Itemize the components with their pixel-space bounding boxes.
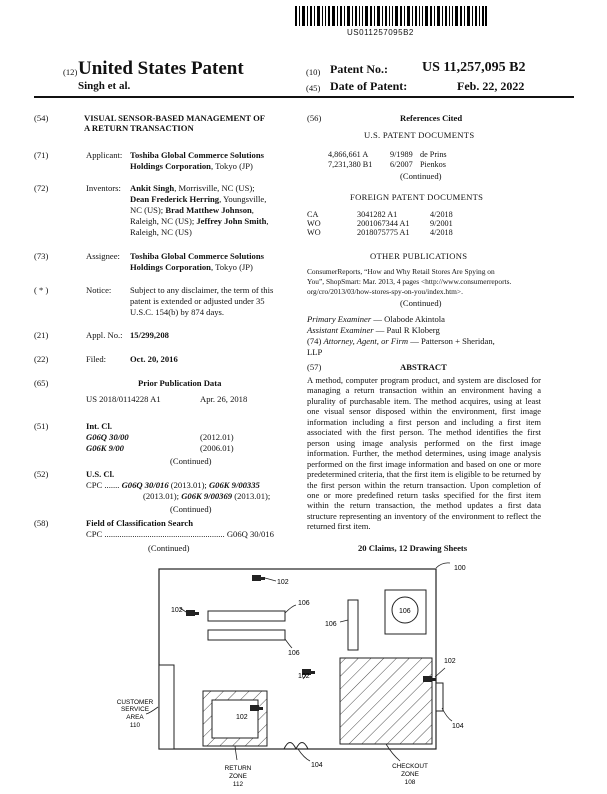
int-cl-1-year: (2012.01) <box>200 432 234 442</box>
foreign-doc-2-no: 2001067344 A1 <box>357 219 410 228</box>
return-zone-label-2: ZONE <box>229 773 247 780</box>
ref-102-left: 102 <box>171 607 183 614</box>
inventor-4-comma: , <box>266 216 269 226</box>
notice-line2: patent is extended or adjusted under 35 <box>130 296 265 306</box>
us-cl-year-1: (2013.01); <box>168 480 209 490</box>
inventor-4-loc: Raleigh, NC (US) <box>130 227 192 237</box>
other-pub-line2: You”, ShopSmart: Mar. 2013, 4 pages <http://www.consumerreports. <box>307 277 512 286</box>
us-docs-heading: U.S. PATENT DOCUMENTS <box>364 130 475 140</box>
door-right <box>296 743 308 750</box>
us-cl-heading: U.S. Cl. <box>86 469 115 479</box>
inventor-2-state: NC (US); <box>130 205 166 215</box>
inventor-3-loc: Raleigh, NC (US); <box>130 216 197 226</box>
inventors-label: Inventors: <box>86 183 121 193</box>
us-cl-code-1: G06Q 30/016 <box>121 480 169 490</box>
field-search-heading: Field of Classification Search <box>86 518 194 528</box>
notice-line1: Subject to any disclaimer, the term of this <box>130 285 274 295</box>
drawing-figure <box>0 558 607 794</box>
us-cl-code-3: G06K 9/00369 <box>181 491 233 501</box>
code-71: (71) <box>34 150 49 160</box>
applicant-label: Applicant: <box>86 150 123 160</box>
prior-pub-date: Apr. 26, 2018 <box>200 394 248 404</box>
customer-service-label-3: AREA <box>126 714 144 721</box>
code-52: (52) <box>34 469 49 479</box>
header-rule <box>34 96 574 98</box>
code-22: (22) <box>34 354 49 364</box>
attorney-name: — Patterson + Sheridan, <box>408 336 495 346</box>
assignee-line2: Holdings Corporation <box>130 262 211 272</box>
ref-102-return: 102 <box>236 714 248 721</box>
code-notice: ( * ) <box>34 285 49 295</box>
prior-pub-heading: Prior Publication Data <box>138 378 222 388</box>
date-of-patent-label: Date of Patent: <box>330 79 408 93</box>
foreign-docs-heading: FOREIGN PATENT DOCUMENTS <box>350 192 484 202</box>
inventor-3-name: Brad Matthew Johnson <box>165 205 252 215</box>
notice-line3: U.S.C. 154(b) by 874 days. <box>130 307 225 317</box>
patent-country-title: United States Patent <box>78 58 244 79</box>
service-counter <box>159 665 174 749</box>
code-12: (12) <box>63 67 78 77</box>
ref-106-mid: 106 <box>325 621 337 628</box>
code-51: (51) <box>34 421 49 431</box>
assignee-line1: Toshiba Global Commerce Solutions <box>130 251 264 261</box>
code-65: (65) <box>34 378 49 388</box>
customer-service-label-1: CUSTOMER <box>116 699 154 706</box>
shelf-3 <box>348 600 358 650</box>
ref-104-right: 104 <box>452 723 464 730</box>
checkout-zone-label-2: ZONE <box>401 771 419 778</box>
code-74: (74) <box>307 336 324 346</box>
checkout-zone-label-1: CHECKOUT <box>392 763 428 770</box>
notice-label: Notice: <box>86 285 112 295</box>
attorney-name-line2: LLP <box>307 347 323 357</box>
inventor-2-name: Dean Frederick Herring <box>130 194 220 204</box>
inventor-1-loc: , Morrisville, NC (US); <box>174 183 255 193</box>
date-of-patent: Feb. 22, 2022 <box>457 79 525 93</box>
camera-icon <box>186 610 199 616</box>
inventor-3-comma: , <box>251 205 254 215</box>
return-zone-label-1: RETURN <box>224 765 252 772</box>
us-doc-2-date: 6/2007 <box>390 160 413 169</box>
code-72: (72) <box>34 183 49 193</box>
shelf-2 <box>208 630 285 640</box>
us-doc-2-no: 7,231,380 B1 <box>328 160 373 169</box>
us-cl-year-3: (2013.01); <box>232 491 271 501</box>
ref-104-bottom: 104 <box>311 762 323 769</box>
exit-door <box>436 683 443 711</box>
ref-106-bottom: 106 <box>288 650 300 657</box>
attorney-label: Attorney, Agent, or Firm <box>323 336 409 346</box>
primary-examiner-label: Primary Examiner <box>307 314 372 324</box>
ref-106-display: 106 <box>399 608 411 615</box>
checkout-zone-area <box>340 658 432 744</box>
applicant-line2: Holdings Corporation <box>130 161 211 171</box>
foreign-doc-1-date: 4/2018 <box>430 210 453 219</box>
foreign-doc-1-no: 3041282 A1 <box>357 210 398 219</box>
us-doc-2-name: Pienkos <box>420 160 446 169</box>
field-search-cpc: CPC ........................................................ G06Q 30/016 <box>86 529 274 539</box>
code-56: (56) <box>307 113 322 123</box>
prior-pub-number: US 2018/0114228 A1 <box>86 394 161 404</box>
foreign-doc-3-cc: WO <box>307 228 321 237</box>
assignee-label: Assignee: <box>86 251 120 261</box>
code-10: (10) <box>306 67 321 77</box>
patent-number: US 11,257,095 B2 <box>422 60 526 75</box>
filed-label: Filed: <box>86 354 107 364</box>
foreign-doc-3-no: 2018075775 A1 <box>357 228 410 237</box>
code-21: (21) <box>34 330 49 340</box>
us-cl-cpc: CPC ....... <box>86 480 120 490</box>
foreign-doc-2-cc: WO <box>307 219 321 228</box>
field-search-continued: (Continued) <box>148 543 190 553</box>
shelf-1 <box>208 611 285 621</box>
code-45: (45) <box>306 83 321 93</box>
return-zone-label-3: 112 <box>232 781 244 788</box>
code-57: (57) <box>307 362 322 372</box>
us-cl-continued: (Continued) <box>170 504 212 514</box>
appl-no-value: 15/299,208 <box>130 330 169 340</box>
other-pub-line1: ConsumerReports, “How and Why Retail Stores Are Spying on <box>307 267 495 276</box>
other-pubs-heading: OTHER PUBLICATIONS <box>370 251 468 261</box>
code-54: (54) <box>34 113 49 123</box>
camera-icon <box>423 676 436 682</box>
abstract-text: A method, computer program product, and system are disclosed for managing a return transaction within an environment having a plurality of purchasable item. The method acquires, using at least one visual sensor disposed within the environment, first image information including a first person and including a first item associated with the first person. The method identifies the first person using image analysis performed on the first image information. Further, the method determines, using image analysis performed on the first image information and based on one or more predetermined criteria, that the first item is eligible to be returned by the first person within the return transaction. Upon completion of one or more predefined return tasks specified for the first item within the return transaction, the method updates a first data structure representing an inventory of the environment to reflect the returned first item. <box>307 375 541 532</box>
customer-service-label-2: SERVICE <box>121 706 149 713</box>
int-cl-2-year: (2006.01) <box>200 443 234 453</box>
applicant-line1: Toshiba Global Commerce Solutions <box>130 150 264 160</box>
ref-102-right: 102 <box>444 658 456 665</box>
ref-102-center: 102 <box>298 673 310 680</box>
inventor-1-name: Ankit Singh <box>130 183 175 193</box>
invention-title-line1: VISUAL SENSOR-BASED MANAGEMENT OF <box>84 113 266 123</box>
references-heading: References Cited <box>400 113 463 123</box>
ref-106-top: 106 <box>298 600 310 607</box>
inventor-4-name: Jeffrey John Smith <box>196 216 267 226</box>
foreign-doc-2-date: 9/2001 <box>430 219 453 228</box>
invention-title-line2: A RETURN TRANSACTION <box>84 123 194 133</box>
barcode-number: US011257095B2 <box>347 28 414 37</box>
us-cl-year-2: (2013.01); <box>143 491 182 501</box>
assistant-examiner-name: — Paul R Kloberg <box>373 325 440 335</box>
us-doc-1-name: de Prins <box>420 150 447 159</box>
inventors-short: Singh et al. <box>78 80 131 92</box>
camera-icon <box>252 575 265 581</box>
int-cl-2: G06K 9/00 <box>86 443 124 453</box>
assistant-examiner-label: Assistant Examiner <box>307 325 374 335</box>
us-docs-continued: (Continued) <box>400 171 442 181</box>
other-pubs-continued: (Continued) <box>400 298 442 308</box>
applicant-location: , Tokyo (JP) <box>210 161 253 171</box>
us-doc-1-no: 4,866,661 A <box>328 150 369 159</box>
door-left <box>284 743 296 750</box>
foreign-doc-3-date: 4/2018 <box>430 228 453 237</box>
abstract-heading: ABSTRACT <box>400 362 447 372</box>
ref-102-top: 102 <box>277 579 289 586</box>
ref-100: 100 <box>454 565 466 572</box>
code-58: (58) <box>34 518 49 528</box>
assignee-location: , Tokyo (JP) <box>210 262 253 272</box>
customer-service-label-4: 110 <box>129 722 141 729</box>
code-73: (73) <box>34 251 49 261</box>
foreign-doc-1-cc: CA <box>307 210 319 219</box>
us-cl-code-2: G06K 9/00335 <box>208 480 260 490</box>
us-doc-1-date: 9/1989 <box>390 150 413 159</box>
checkout-zone-label-3: 108 <box>404 779 416 786</box>
barcode <box>295 6 487 26</box>
inventor-2-loc: , Youngsville, <box>219 194 267 204</box>
filed-value: Oct. 20, 2016 <box>130 354 178 364</box>
int-cl-1: G06Q 30/00 <box>86 432 129 442</box>
primary-examiner-name: — Olabode Akintola <box>371 314 445 324</box>
int-cl-heading: Int. Cl. <box>86 421 113 431</box>
patent-no-label: Patent No.: <box>330 62 388 76</box>
int-cl-continued: (Continued) <box>170 456 212 466</box>
claims-sheets: 20 Claims, 12 Drawing Sheets <box>358 543 468 553</box>
appl-no-label: Appl. No.: <box>86 330 123 340</box>
other-pub-line3: org/cro/2013/03/how-stores-spy-on-you/index.htm>. <box>307 287 463 296</box>
